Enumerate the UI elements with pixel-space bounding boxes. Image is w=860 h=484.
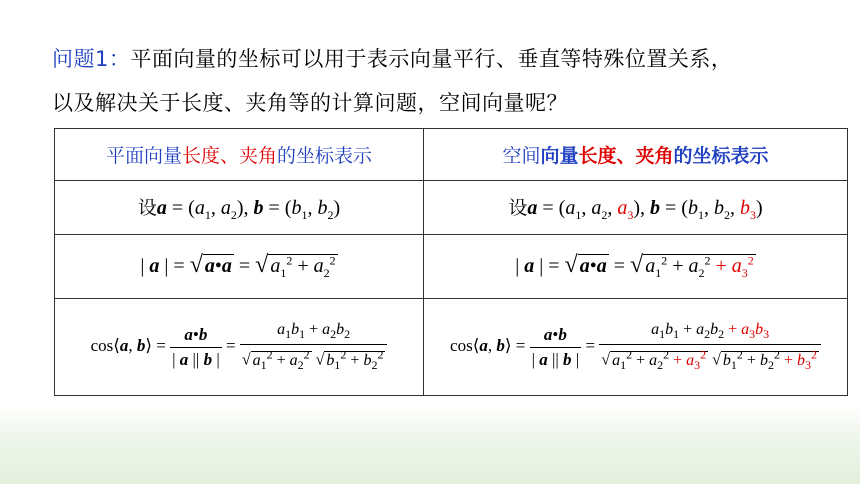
fraction: $\frac{a•b}{| a || b |}$ xyxy=(531,324,580,369)
plane-vector-header xyxy=(55,129,424,181)
question-text-1: 平面向量的坐标可以用于表示向量平行、垂直等特殊位置关系， xyxy=(130,47,733,71)
angle-row xyxy=(55,299,848,396)
space-length-formula: | a | = √ a•a = √ $a_1^2 + a_2^2 + a_3^2$ xyxy=(424,235,848,299)
header-bold: 的坐标表示 xyxy=(673,145,769,167)
header-text: 的坐标表示 xyxy=(277,145,373,167)
fraction: $\frac{a•b}{| a || b |}$ xyxy=(172,324,220,369)
space-vector-header xyxy=(424,129,848,181)
question-label: 问题1： xyxy=(52,47,131,71)
plane-length-formula: | a | = √ a•a = √ $a_1^2 + a_2^2$ xyxy=(55,235,424,299)
header-text: 平面向量 xyxy=(105,145,182,167)
space-coordinates-formula: 设$a = (a_1$, $a_2$, $a_3$), $b = (b_1$, $b_2$, $b_3$) xyxy=(424,181,848,235)
decorative-bottom-band xyxy=(0,404,860,484)
table-header-row xyxy=(55,129,848,181)
comparison-table xyxy=(54,128,848,396)
fraction: $\frac{a_1b_1 + a_2b_2}{√ a_1^2 + a_2^2 √ b_1^2 + b_2^2}$ xyxy=(240,321,388,373)
header-bold: 向量 xyxy=(540,145,579,167)
space-angle-formula: cos⟨a, b⟩ = $\frac{a•b}{| a || b |}$ = $\frac{a_1b_1 + a_2b_2 + a_3b_3}{√ a_1^2 + a_2^2 + a_3^2 √ b_1^2 + b_2^2 + b_3^2}$ xyxy=(424,299,848,396)
fraction: $\frac{a_1b_1 + a_2b_2 + a_3b_3}{√ a_1^2 + a_2^2 + a_3^2 √ b_1^2 + b_2^2 + b_3^2}$ xyxy=(599,321,821,373)
header-highlight: 长度、夹角 xyxy=(578,145,674,167)
header-highlight: 长度、夹角 xyxy=(181,145,277,167)
header-text: 空间 xyxy=(502,145,541,167)
question-line-2: 以及解决关于长度、夹角等的计算问题，空间向量呢？ xyxy=(52,91,568,115)
coordinates-row xyxy=(55,181,848,235)
plane-angle-formula: cos⟨a, b⟩ = $\frac{a•b}{| a || b |}$ = $\frac{a_1b_1 + a_2b_2}{√ a_1^2 + a_2^2 √ b_1^2 + b_2^2}$ xyxy=(55,299,424,396)
set-word: 设 xyxy=(137,196,157,219)
length-row xyxy=(55,235,848,299)
set-word: 设 xyxy=(508,196,528,219)
plane-coordinates-formula: 设$a = (a_1$, $a_2$), $b = (b_1$, $b_2$) xyxy=(55,181,424,235)
question-line-1 xyxy=(52,43,732,73)
